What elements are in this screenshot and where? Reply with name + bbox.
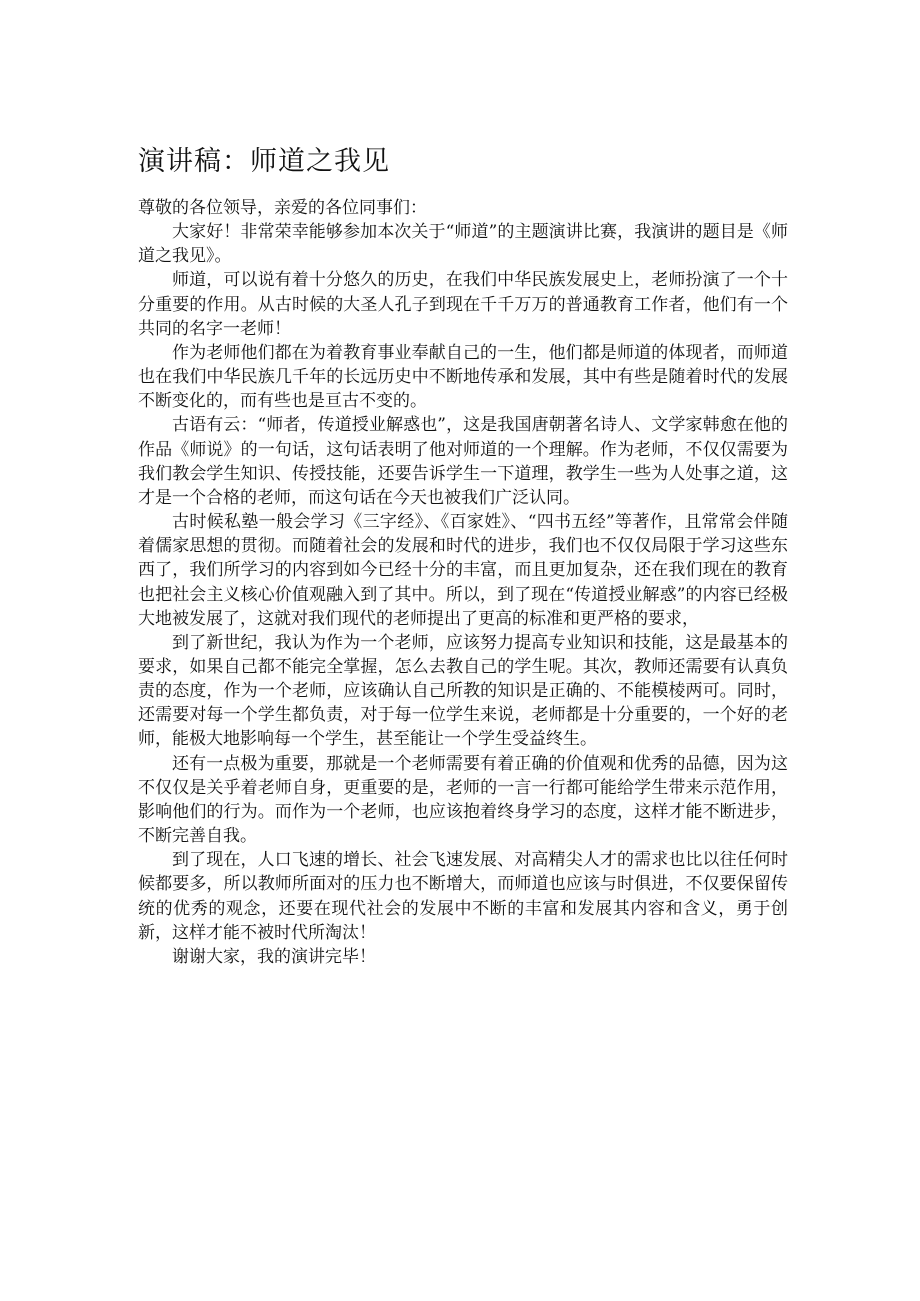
paragraph-closing: 谢谢大家，我的演讲完毕！	[172, 946, 376, 967]
salutation: 尊敬的各位领导，亲爱的各位同事们：	[138, 198, 427, 218]
document-body	[138, 196, 788, 969]
paragraph-opening: 大家好！非常荣幸能够参加本次关于“师道”的主题演讲比赛，我演讲的题目是《师道之我见》。	[138, 222, 788, 267]
paragraph-inheritance: 作为老师他们都在为着教育事业奉献自己的一生，他们都是师道的体现者，而师道也在我们中华民族几千年的长远历史中不断地传承和发展，其中有些是随着时代的发展不断变化的，而有些也是亘古不变的。	[138, 342, 788, 412]
document-title: 演讲稿：师道之我见	[138, 146, 390, 177]
paragraph-ancient-learning: 古时候私塾一般会学习《三字经》、《百家姓》、“四书五经”等著作，且常常会伴随着儒家思想的贯彻。而随着社会的发展和时代的进步，我们也不仅仅局限于学习这些东西了，我们所学习的内容到如今已经十分的丰富，而且更加复杂，还在我们现在的教育也把社会主义核心价值观融入到了其中。所以，到了现在“传道授业解惑”的内容已经极大地被发展了，这就对我们现代的老师提出了更高的标准和更严格的要求，	[138, 512, 788, 629]
paragraph-shishuo: 古语有云：“师者，传道授业解惑也”，这是我国唐朝著名诗人、文学家韩愈在他的作品《师说》的一句话，这句话表明了他对师道的一个理解。作为老师，不仅仅需要为我们教会学生知识、传授技能，还要告诉学生一下道理，教学生一些为人处事之道，这才是一个合格的老师，而这句话在今天也被我们广泛认同。	[138, 415, 788, 508]
paragraph-history: 师道，可以说有着十分悠久的历史，在我们中华民族发展史上，老师扮演了一个十分重要的作用。从古时候的大圣人孔子到现在千千万万的普通教育工作者，他们有一个共同的名字一老师！	[138, 270, 788, 339]
paragraph-modern-times: 到了现在，人口飞速的增长、社会飞速发展、对高精尖人才的需求也比以往任何时候都要多，所以教师所面对的压力也不断增大，而师道也应该与时俱进，不仅要保留传统的优秀的观念，还要在现代社会的发展中不断的丰富和发展其内容和含义，勇于创新，这样才能不被时代所淘汰！	[138, 850, 788, 943]
paragraph-values: 还有一点极为重要，那就是一个老师需要有着正确的价值观和优秀的品德，因为这不仅仅是关乎着老师自身，更重要的是，老师的一言一行都可能给学生带来示范作用，影响他们的行为。而作为一个老师，也应该抱着终身学习的态度，这样才能不断进步，不断完善自我。	[138, 753, 788, 847]
paragraph-new-century: 到了新世纪，我认为作为一个老师，应该努力提高专业知识和技能，这是最基本的要求，如果自己都不能完全掌握，怎么去教自己的学生呢。其次，教师还需要有认真负责的态度，作为一个老师，应该确认自己所教的知识是正确的、不能模棱两可。同时，还需要对每一个学生都负责，对于每一位学生来说，老师都是十分重要的，一个好的老师，能极大地影响每一个学生，甚至能让一个学生受益终生。	[138, 632, 788, 750]
